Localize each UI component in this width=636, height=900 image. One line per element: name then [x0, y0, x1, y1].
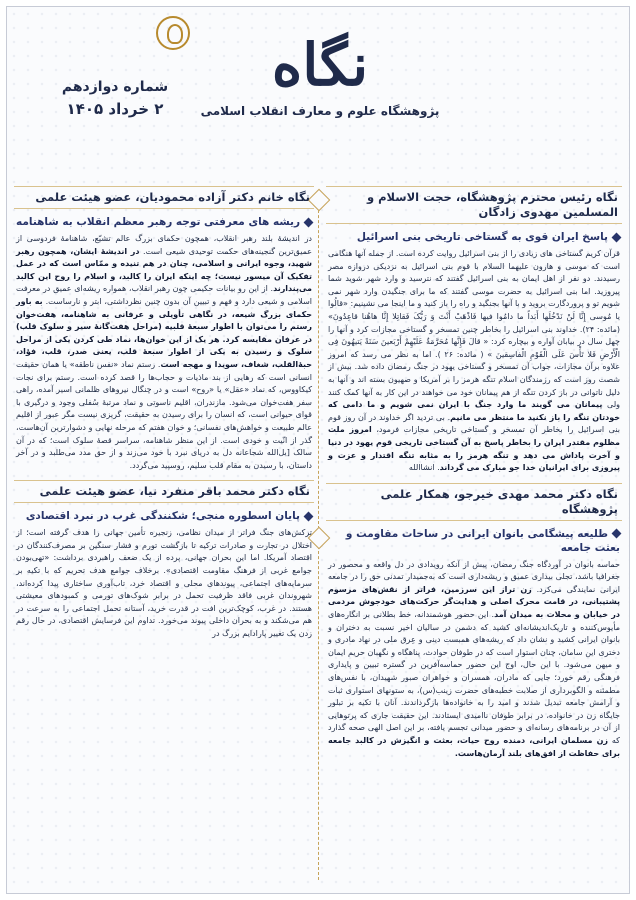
article-text: قرآن کریم گستاخی های زیادی را از بنی اسرائیل روایت کرده است. از جمله آنها هنگامی است که موسی و هارون علیهما السلام با قوم بنی اسرائیل به نزدیکی دروازه مصر رسیدند. دو نفر از اهل ایمان به بنی اسرائیل گفتند که نترسید و وارد شهر شوید شما پیروزید. اما بنی اسرائیل به حضرت موسی گفتند که ما برای جنگیدن وارد شهر نمی شویم تو و پروردگارت بروید و با آنها بجنگید و راه را باز کنید و ما اینجا می نشینیم: «قالُوا یا مُوسی إِنَّا لَنْ نَدْخُلَها أَبَداً ما دامُوا فیها فَاذْهَبْ أَنْتَ وَ رَبُّکَ فَقاتِلا إِنَّا هاهُنا قاعِدُونَ» (مائده: ۲۴). خداوند بنی اسرائیل را بخاطر چنین تمسخر و گستاخی مجازات کرد و آنها را چهل سال در بیابان آواره و بیچاره کرد: « قالَ فَإِنَّها مُحَرَّمَةٌ عَلَیْهِمْ أَرْبَعینَ سَنَةً یَتیهُونَ فِی الْأَرْضِ فَلا تَأْسَ عَلَی الْقَوْمِ الْفاسِقینَ » ( مائده: ۲۶ ). اما به نظر می رسد که امروز علاوه برآن مجازات، جواب آن تمسخر و گستاخی یهود در جنگ رمضان داده شد. بیش از شصت روز است که رزمندگان اسلام تنگه هرمز را بر آمریکا و صهیون بسته اند و آنها به دلیل ناتوانی در باز کردن تنگه از هم پیمانان خود می خواهند در این کار به آنها کمک کنند ولی [328, 249, 621, 410]
right-column [326, 186, 622, 884]
article-emphasis: زن مسلمان ایرانی، دمنده روح حیات، بعثت و انگیزش در کالبد جامعه برای حفاظت از افق‌های بلند آرمان‌هاست. [328, 736, 620, 758]
section-heading: نگاه رئیس محترم پژوهشگاه، حجت الاسلام و المسلمین مهدوی زادگان [326, 186, 622, 224]
article-text: حماسه بانوان در آوردگاه جنگ رمضان، پیش از آنکه رویدادی در دل واقعه و محصور در جغرافیا باشد، تجلی بیداری عمیق و ریشه‌داری است که به‌جمیدار تمدنی حق را در جامعه ایرانی نمایندگی می‌کرد. [328, 559, 621, 594]
article-emphasis: پیمانان می گویند ما وارد جنگ با ایران نمی شویم و ما دامی که خودتان تنگه را باز نکنید ما منتظر می مانیم [328, 400, 620, 422]
left-column [14, 186, 314, 884]
article-body [326, 559, 622, 761]
logo-word: نگاه [271, 31, 369, 99]
issue-info [50, 76, 180, 120]
bullet-icon [304, 217, 314, 227]
logo-org: پژوهشگاه علوم و معارف انقلاب اسلامی [200, 104, 440, 118]
bullet-icon [304, 511, 314, 521]
section-subheading [14, 215, 314, 229]
subheading-text: پایان اسطوره منجی؛ شکنندگی غرب در نبرد اقتصادی [25, 510, 300, 523]
article-text: . بی تردید اگر خداوند در آن روز قوم بنی اسرائیل را بخاطر آن تمسخر و گستاخی تاریخی مجازات فرمود، [328, 412, 620, 435]
subheading-text: ریشه های معرفتی توجه رهبر معظم انقلاب به شاهنامه [16, 216, 300, 228]
subheading-text: طلیعه پیشگامی بانوان ایرانی در ساحات مقاومت و بعثت جامعه [345, 527, 620, 554]
article-body [326, 248, 622, 475]
section-heading: نگاه دکتر محمد مهدی خیرجو، همکار علمی پژوهشگاه [326, 483, 622, 521]
masthead [6, 6, 630, 184]
masthead-logo [190, 30, 450, 160]
article-emphasis: امروز ملت مظلوم مقتدر ایران را بخاطر پاسخ به آن گستاخی تاریخی قوم یهود در دنیا و آخرت پاداش می دهد و تنگه هرمز را به مثابه تنگه اقتدار و عزت و پیروزی برای ایرانیان خدا جو مبارک می گرداند [328, 425, 620, 473]
institute-seal-icon [156, 16, 190, 50]
issue-date: ۲ خرداد ۱۴۰۵ [66, 100, 164, 118]
article-emphasis: زن تراز این سرزمین، فراتر از نقش‌های مرسوم پشتیبانی، در قامت محرک اصلی و هدایت‌گر حرکت‌های خودجوش مردمی در خیابان و محلات به میدان آمد [328, 584, 620, 620]
article-text: . انشاالله [408, 463, 440, 473]
section-subheading [326, 230, 622, 244]
issue-number: شماره دوازدهم [61, 79, 169, 95]
section-heading: نگاه دکتر محمد باقر منفرد نیا، عضو هیئت علمی [14, 480, 314, 503]
article-body [14, 527, 314, 640]
article-text: . رستم نماد «نفس ناطقه» یا همان حقیقت انسانی است که رهایی از بند ماذیات و حجاب‌ها را قصد کرده است. رستم برای نجات کیکاووس، که نماد «عقل» یا «روح» است و در چنگال نیروهای ظلمانی اسیر آمده، راهی سفر هفت‌خوان می‌شود. مازندران، اقلیم ناسوتی و نماد مرتبهٔ سُفلی وجود و درگیری با قوای حیوانی است، که انسان را برای رسیدن به حقیقت، گریزی نیست مگر عبور از اقلیم عالم طبیعت و خواهش‌های نفسانی؛ و خوان هفتم که مرحله نهایی و دشوارترین آن‌هاست، گذر از انّیت و خودی است. از این منظر شاهنامه، سراسر قصهٔ سلوک است؛ که در آن سالک [یل‌الله شجاعانه دل به دریای نبرد با خود می‌زند و از حق مدد می‌طلبد و در آخر داستان، با رسیدن به مقام قلب سلیم، روسپید می‌گردد. [16, 359, 312, 470]
article-text: . این حضور هوشمندانه، خط بطلانی بر انگاره‌های مأیوس‌کننده و تاریک‌اندیشانه‌ای کشید که دشمن در سالیان اخیر نسبت به دختران و بانوان ایرانی کشید و نشان داد که ریشه‌های همبست دینی و عِرق ملی در نهاد مادری و دختری این سامان، چنان استوار است که در طوفان حوادث، پناهگاه و نگهبان حریم ایمان و میهن می‌شود. با این حال، اوج این حضور حماسه‌آفرین در گستره تبیین و پایداری فرهنگی رقم خورد؛ جایی که مادران، همسران و خواهران صبور شهیدان، با نفس‌های مطمئنه و الگوبرداری از صلابت خطبه‌های حضرت زینب(س)، به ستونهای استواری ثبات و آرامش جامعه تبدیل شدند و امید را به خانواده‌ها بازگرداندند. آنان با تکیه بر تبلور جایگاه زن در خانواده، در برابر طوفان ناامیدی ایستادند. این حقیقت جاری که پرتوهایی از آن در برنامه‌های رسانه‌ای و حضور میدانی تجسم یافته، بر این اصل الهی صحه گذارد که [328, 610, 620, 745]
article-text: در اندیشهٔ بلند رهبر انقلاب، همچون حکمای بزرگ عالم تشیّع، شاهنامهٔ فردوسی از عمیق‌ترین گنجینه‌های حکمت توحیدی شیعی است. [16, 234, 312, 256]
bullet-icon [612, 232, 622, 242]
section-heading: نگاه خانم دکتر آزاده محمودیان، عضو هیئت علمی [14, 186, 314, 209]
section-subheading [14, 509, 314, 523]
article-text: ترکش‌های جنگ فراتر از میدان نظامی، زنجیره تأمین جهانی را هدف گرفته است؛ از اختلال در تجارت و صادرات ترکیه تا بازگشت تورم و فشار سنگین بر مصرف‌کنندگان در اقتصاد آمریکا. اما این بحران جهانی، پرده از یک ضعف راهبردی برداشت: «تهی‌بودن جوامع غربی از فرهنگ مقاومت اقتصادی». برخلاف جوامع هدف تحریم که با تکیه بر سرمایه‌های اجتماعی، پیوندهای محلی و اقتصاد خرد، تاب‌آوری ساختاری پیدا کرده‌اند، شهروندان غربی فاقد ظرفیت تحمل در برابر شوک‌های تورمی و کمبودهای معیشتی هستند. در غرب، کوچک‌ترین افت در قدرت خرید، آستانه تحمل اجتماعی را به سرعت در هم می‌شکند و به بحران داخلی پیوند می‌خورد. تداوم این فرسایش اقتصادی، در حال رقم زدن یک تغییر پارادایم بزرگ در [16, 528, 312, 639]
article-emphasis: به باور حکمای بزرگ شیعه، در نگاهی تأویلی و عرفانی به شاهنامه، هفت‌خوان رستم را می‌توان با اطوار سبعهٔ قلبیه (مراحل هفت‌گانهٔ سیر و سلوک قلب) در عرفان مقایسه کرد. هر یک از این خوان‌ها، نماد طی کردن یکی از مراحل سلوک و رسیدن به یکی از اطوار سبعهٔ قلب، یعنی صدر، قلب، فؤاد، حبهٔ‌القلب، شغاف، سویدا و مهجه است [16, 296, 312, 369]
article-emphasis: در اندیشهٔ ایشان، همچون رهبر شهید، وجوه ایرانی و اسلامی، چنان در هم تنیده و ممّاس است که در عمل تفکیک آن میسور نیست؛ چه اینکه ایران را کالبد، و اسلام را روح این کالبد می‌پندارند [16, 246, 312, 294]
subheading-text: پاسخ ایران قوی به گستاخی تاریخی بنی اسرائیل [356, 231, 608, 243]
article-text: . از این رو بیانات حکیمی چون رهبر انقلاب، همواره ریشه‌ای عمیق در معرفت اسلامی و شیعی دارد و فهم و تبیین آن بدون چنین نظرداشتی، ابتر و نارساست. [16, 284, 313, 306]
article-body [14, 233, 314, 472]
section-subheading [326, 527, 622, 555]
bullet-icon [612, 529, 622, 539]
